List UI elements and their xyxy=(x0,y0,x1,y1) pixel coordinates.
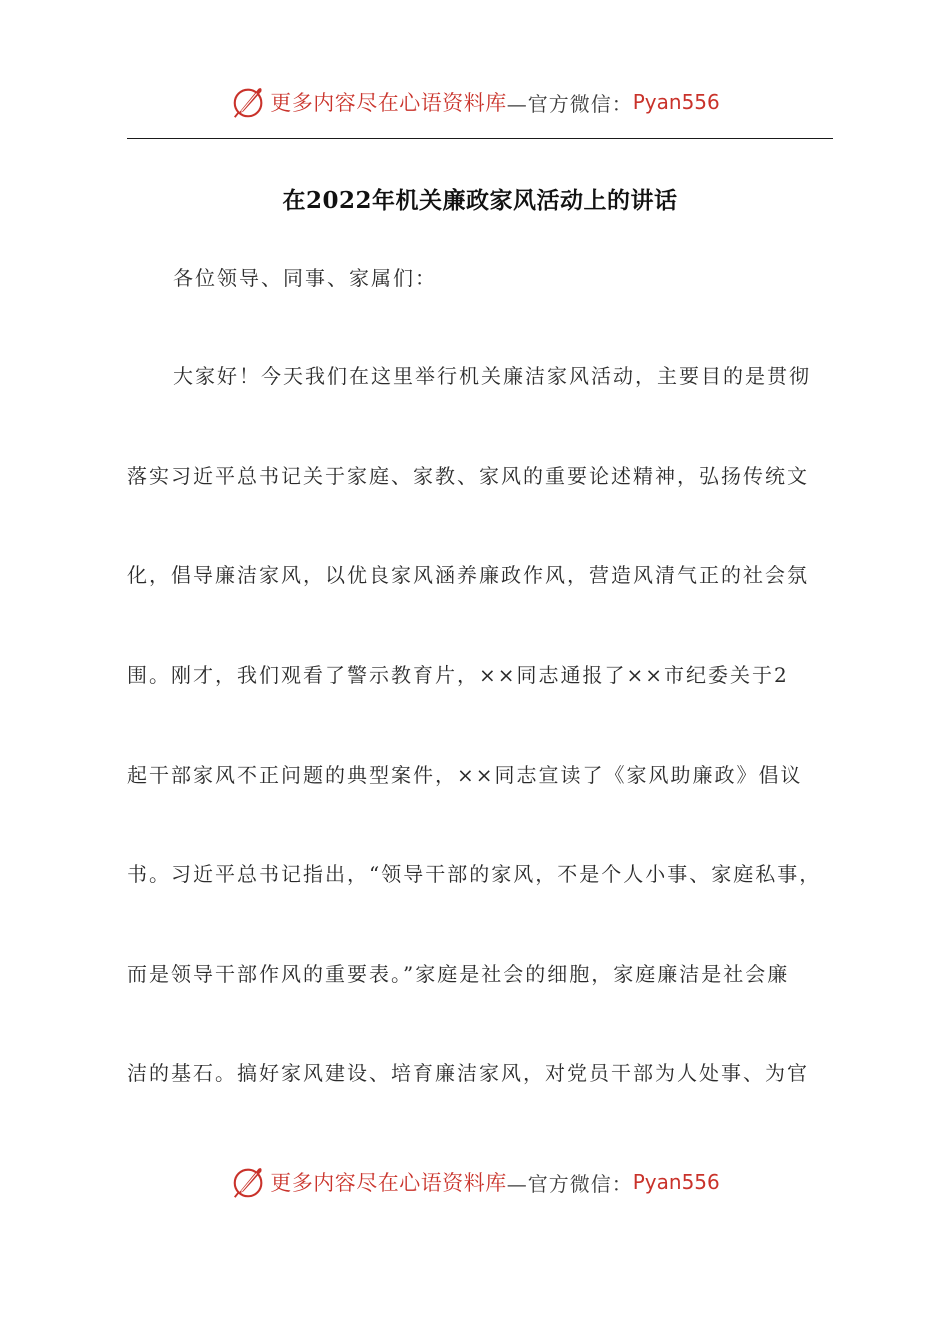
footer-official-label: —官方微信： xyxy=(506,1171,633,1196)
body-line: 而是领导干部作风的重要表。”家庭是社会的细胞，家庭廉洁是社会廉 xyxy=(127,961,790,986)
footer-brand-text: 更多内容尽在心语资料库 xyxy=(270,1171,507,1195)
body-paragraph xyxy=(127,325,835,1122)
header-official-label: —官方微信： xyxy=(506,91,633,116)
header-wechat-id: Pyan556 xyxy=(632,90,720,114)
body-line: 落实习近平总书记关于家庭、家教、家风的重要论述精神，弘扬传统文 xyxy=(127,463,809,488)
document-title: 在2022年机关廉政家风活动上的讲话 xyxy=(282,187,678,214)
header-banner xyxy=(0,82,950,122)
footer-banner xyxy=(0,1162,950,1202)
footer-wechat-id: Pyan556 xyxy=(632,1170,720,1194)
body-line: 化，倡导廉洁家风，以优良家风涵养廉政作风，营造风清气正的社会氛 xyxy=(127,563,809,588)
header-divider xyxy=(127,138,833,139)
quill-pen-logo-icon xyxy=(230,83,268,121)
body-line: 大家好！今天我们在这里举行机关廉洁家风活动，主要目的是贯彻 xyxy=(173,364,811,389)
body-line: 围。刚才，我们观看了警示教育片，××同志通报了××市纪委关于2 xyxy=(127,663,789,688)
greeting: 各位领导、同事、家属们： xyxy=(173,266,437,290)
quill-pen-logo-icon xyxy=(230,1163,268,1201)
header-brand-text: 更多内容尽在心语资料库 xyxy=(270,91,507,115)
body-line: 洁的基石。搞好家风建设、培育廉洁家风，对党员干部为人处事、为官 xyxy=(127,1061,809,1086)
body-line: 起干部家风不正问题的典型案件，××同志宣读了《家风助廉政》倡议 xyxy=(127,762,803,787)
body-line: 书。习近平总书记指出，“领导干部的家风，不是个人小事、家庭私事， xyxy=(127,862,822,887)
